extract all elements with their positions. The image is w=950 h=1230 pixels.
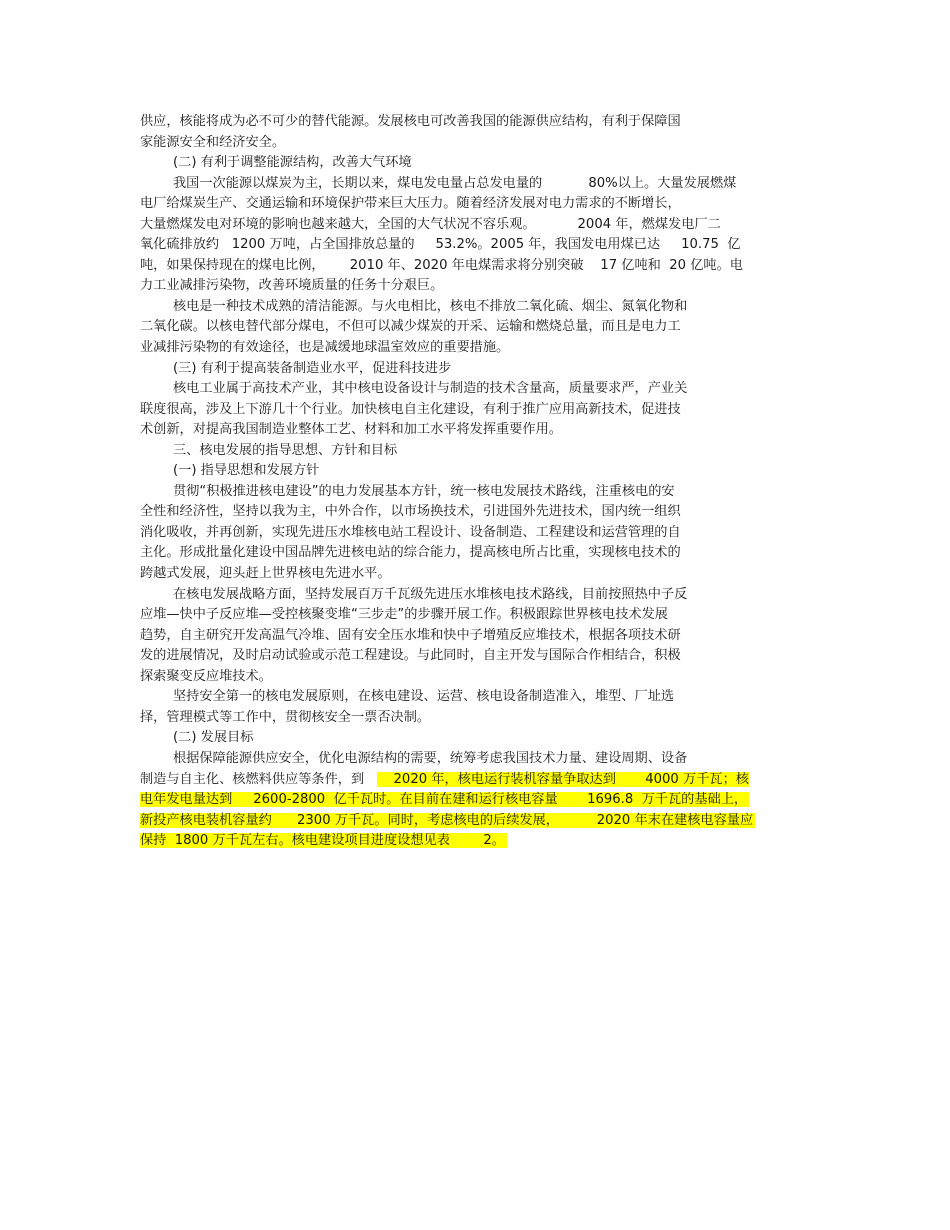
text-line: 电厂给煤炭生产、交通运输和环境保护带来巨大压力。随着经济发展对电力需求的不断增长， [140,196,681,212]
text-line: 氧化硫排放约 1200 万吨，占全国排放总量的 53.2%。2005 年，我国发电用煤已达 10.75 亿 [140,237,741,253]
text-line: 力工业减排污染物，改善环境质量的任务十分艰巨。 [140,278,444,294]
text-line: 联度很高，涉及上下游几十个行业。加快核电自主化建设，有利于推广应用高新技术，促进技 [140,401,681,417]
text-line: 三、核电发展的指导思想、方针和目标 [173,442,398,458]
text-line: 应堆—快中子反应堆—受控核聚变堆“三步走”的步骤开展工作。积极跟踪世界核电技术发展 [140,607,668,623]
text-line: 二氧化碳。以核电替代部分煤电，不但可以减少煤炭的开采、运输和燃烧总量，而且是电力工 [140,319,681,335]
text-line: (一) 指导思想和发展方针 [173,463,320,479]
text-line: 吨，如果保持现在的煤电比例， 2010 年、2020 年电煤需求将分别突破 17 亿吨和 20 亿吨。电 [140,257,743,273]
text-line: 术创新，对提高我国制造业整体工艺、材料和加工水平将发挥重要作用。 [140,422,562,438]
mixed-line-highlight: 2020 年，核电运行装机容量争取达到 4000 万千瓦；核 [376,771,749,787]
text-line: 发的进展情况，及时启动试验或示范工程建设。与此同时，自主开发与国际合作相结合，积极 [140,648,681,664]
text-line: 供应，核能将成为必不可少的替代能源。发展核电可改善我国的能源供应结构，有利于保障国 [140,114,681,129]
text-line: 我国一次能源以煤炭为主，长期以来，煤电发电量占总发电量的 80%以上。大量发展燃煤 [173,175,737,191]
mixed-line-plain: 制造与自主化、核燃料供应等条件，到 [140,771,377,787]
text-line: 在核电发展战略方面，坚持发展百万千瓦级先进压水堆核电技术路线，目前按照热中子反 [173,586,688,602]
text-line: (三) 有利于提高装备制造业水平，促进科技进步 [173,360,452,376]
text-line: 大量燃煤发电对环境的影响也越来越大，全国的大气状况不容乐观。 2004 年，燃煤发电厂二 [140,216,721,232]
text-line: 主化。形成批量化建设中国品牌先进核电站的综合能力，提高核电所占比重，实现核电技术的 [140,545,681,561]
text-line: (二) 有利于调整能源结构，改善大气环境 [173,155,412,171]
text-line: 根据保障能源供应安全，优化电源结构的需要，统筹考虑我国技术力量、建设周期、设备 [173,750,688,766]
highlight-line-3 [140,831,805,852]
text-line: (二) 发展目标 [173,730,254,746]
text-line: 贯彻“积极推进核电建设”的电力发展基本方针，统一核电发展技术路线，注重核电的安 [173,483,675,499]
highlight-line-2 [140,811,805,832]
highlight-line-1 [140,790,805,811]
paragraph-lines [140,112,805,770]
highlight-text-1: 电年发电量达到 2600-2800 亿千瓦时。在目前在建和运行核电容量 1696.8 万千瓦的基础上， [140,792,748,808]
text-line: 趋势，自主研究开发高温气冷堆、固有安全压水堆和快中子增殖反应堆技术，根据各项技术研 [140,627,681,643]
text-line: 业减排污染物的有效途径，也是减缓地球温室效应的重要措施。 [140,340,510,356]
text-line: 家能源安全和经济安全。 [140,134,286,150]
highlight-text-3: 保持 1800 万千瓦左右。核电建设项目进度设想见表 2。 [140,833,505,849]
document-body [140,112,805,852]
text-line: 消化吸收，并再创新，实现先进压水堆核电站工程设计、设备制造、工程建设和运营管理的自 [140,524,681,540]
text-line: 择，管理模式等工作中，贯彻核安全一票否决制。 [140,709,431,725]
text-line: 跨越式发展，迎头赶上世界核电先进水平。 [140,566,391,582]
mixed-highlight-line [140,770,805,791]
text-line: 核电是一种技术成熟的清洁能源。与火电相比，核电不排放二氧化硫、烟尘、氮氧化物和 [173,298,688,314]
text-line: 全性和经济性，坚持以我为主，中外合作，以市场换技术，引进国外先进技术，国内统一组织 [140,504,681,520]
highlight-text-2: 新投产核电装机容量约 2300 万千瓦。同时，考虑核电的后续发展， 2020 年末在建核电容量应 [140,812,754,828]
text-line: 核电工业属于高技术产业，其中核电设备设计与制造的技术含量高，质量要求严，产业关 [173,381,688,397]
text-line: 坚持安全第一的核电发展原则，在核电建设、运营、核电设备制造准入，堆型、厂址选 [173,689,675,705]
text-line: 探索聚变反应堆技术。 [140,668,272,684]
